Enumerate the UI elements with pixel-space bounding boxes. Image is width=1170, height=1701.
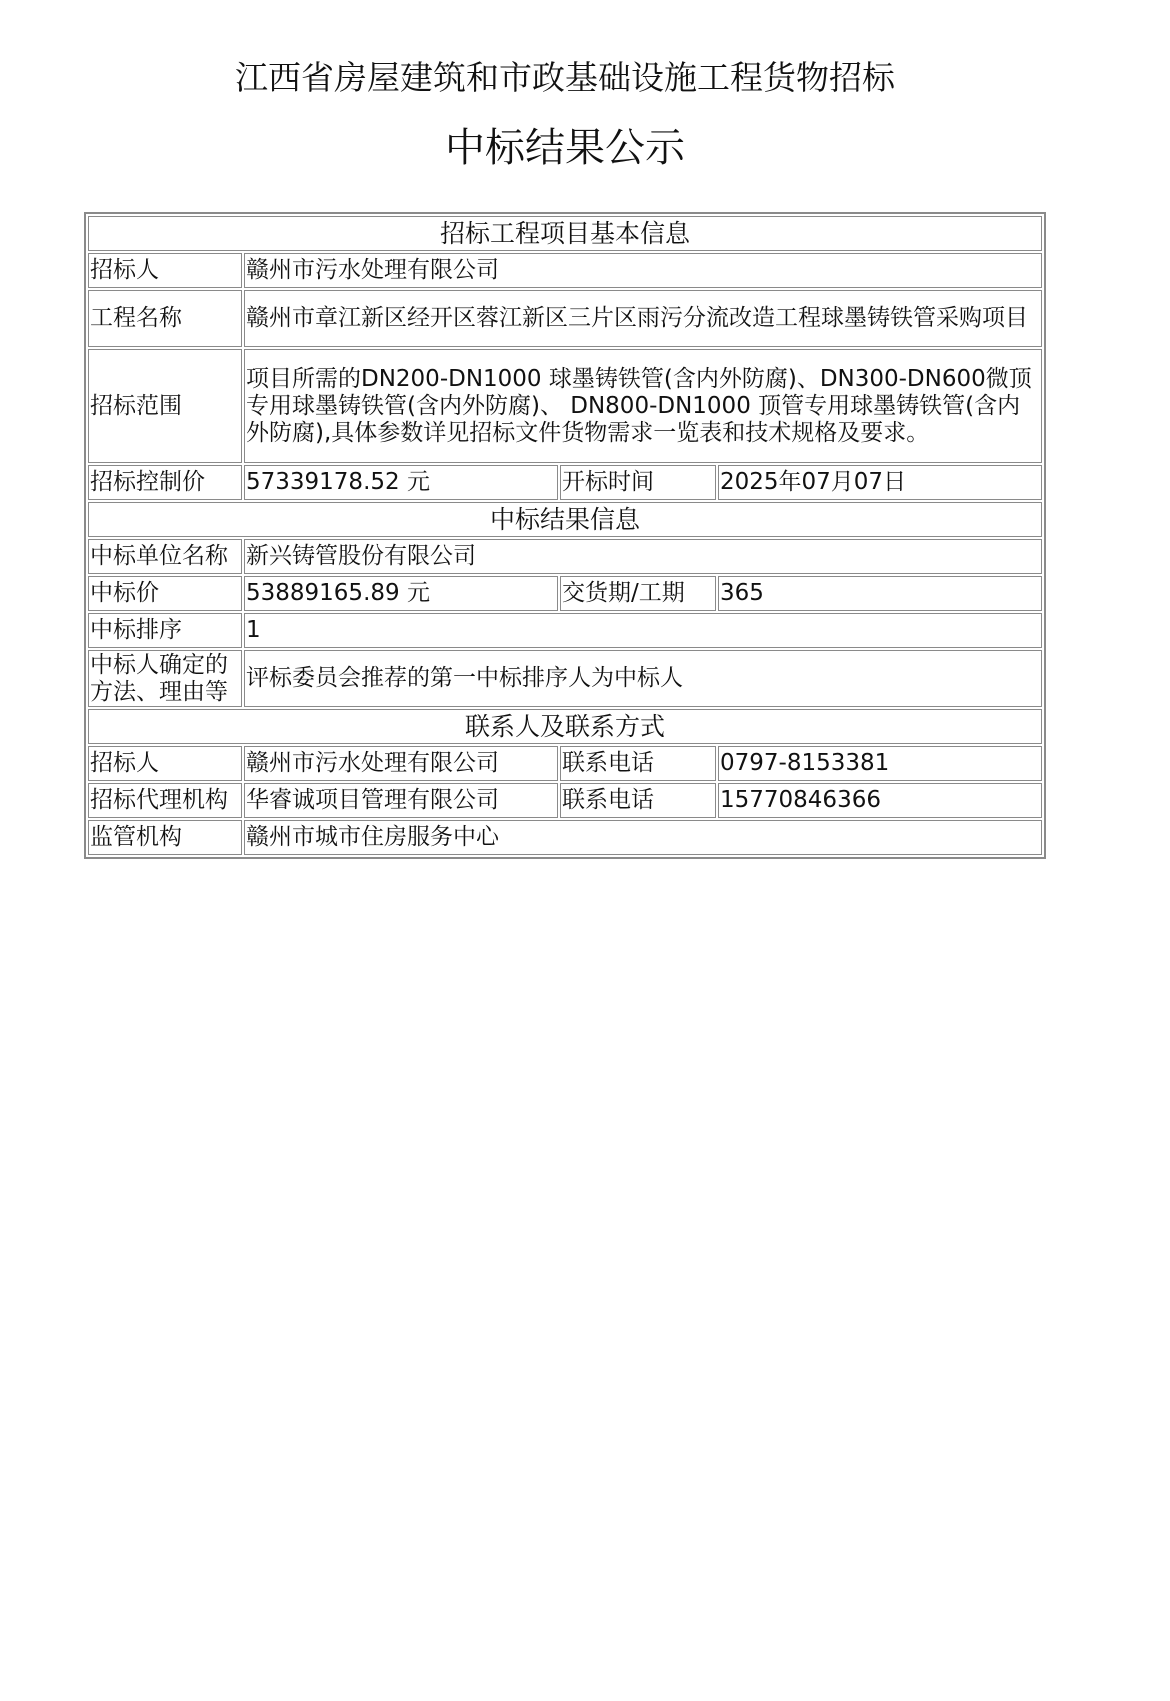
tenderer-label: 招标人	[88, 253, 242, 288]
tenderer-phone-value: 0797-8153381	[718, 746, 1042, 781]
winner-value: 新兴铸管股份有限公司	[244, 539, 1042, 574]
agent-label: 招标代理机构	[88, 783, 242, 818]
tenderer-phone-label: 联系电话	[560, 746, 716, 781]
project-label: 工程名称	[88, 290, 242, 347]
price-label: 中标价	[88, 576, 242, 611]
method-label: 中标人确定的方法、理由等	[88, 650, 242, 707]
tenderer-value: 赣州市污水处理有限公司	[244, 253, 1042, 288]
agent-phone-label: 联系电话	[560, 783, 716, 818]
price-value: 53889165.89 元	[244, 576, 558, 611]
section-header-contact: 联系人及联系方式	[88, 709, 1042, 744]
open-time-value: 2025年07月07日	[718, 465, 1042, 500]
section-header-result: 中标结果信息	[88, 502, 1042, 537]
control-price-value: 57339178.52 元	[244, 465, 558, 500]
delivery-value: 365	[718, 576, 1042, 611]
project-value: 赣州市章江新区经开区蓉江新区三片区雨污分流改造工程球墨铸铁管采购项目	[244, 290, 1042, 347]
bid-result-table	[84, 212, 1046, 859]
control-price-label: 招标控制价	[88, 465, 242, 500]
scope-label: 招标范围	[88, 349, 242, 463]
scope-value: 项目所需的DN200-DN1000 球墨铸铁管(含内外防腐)、DN300-DN600微顶专用球墨铸铁管(含内外防腐)、 DN800-DN1000 顶管专用球墨铸铁管(含内外防腐),具体参数详见招标文件货物需求一览表和技术规格及要求。	[244, 349, 1042, 463]
supervisor-label: 监管机构	[88, 820, 242, 855]
section-header-basic: 招标工程项目基本信息	[88, 216, 1042, 251]
agent-phone-value: 15770846366	[718, 783, 1042, 818]
document-subtitle: 中标结果公示	[445, 125, 685, 171]
document-title: 江西省房屋建筑和市政基础设施工程货物招标	[235, 58, 895, 97]
agent-value: 华睿诚项目管理有限公司	[244, 783, 558, 818]
rank-value: 1	[244, 613, 1042, 648]
rank-label: 中标排序	[88, 613, 242, 648]
method-value: 评标委员会推荐的第一中标排序人为中标人	[244, 650, 1042, 707]
contact-tenderer-label: 招标人	[88, 746, 242, 781]
contact-tenderer-value: 赣州市污水处理有限公司	[244, 746, 558, 781]
open-time-label: 开标时间	[560, 465, 716, 500]
delivery-label: 交货期/工期	[560, 576, 716, 611]
supervisor-value: 赣州市城市住房服务中心	[244, 820, 1042, 855]
winner-label: 中标单位名称	[88, 539, 242, 574]
